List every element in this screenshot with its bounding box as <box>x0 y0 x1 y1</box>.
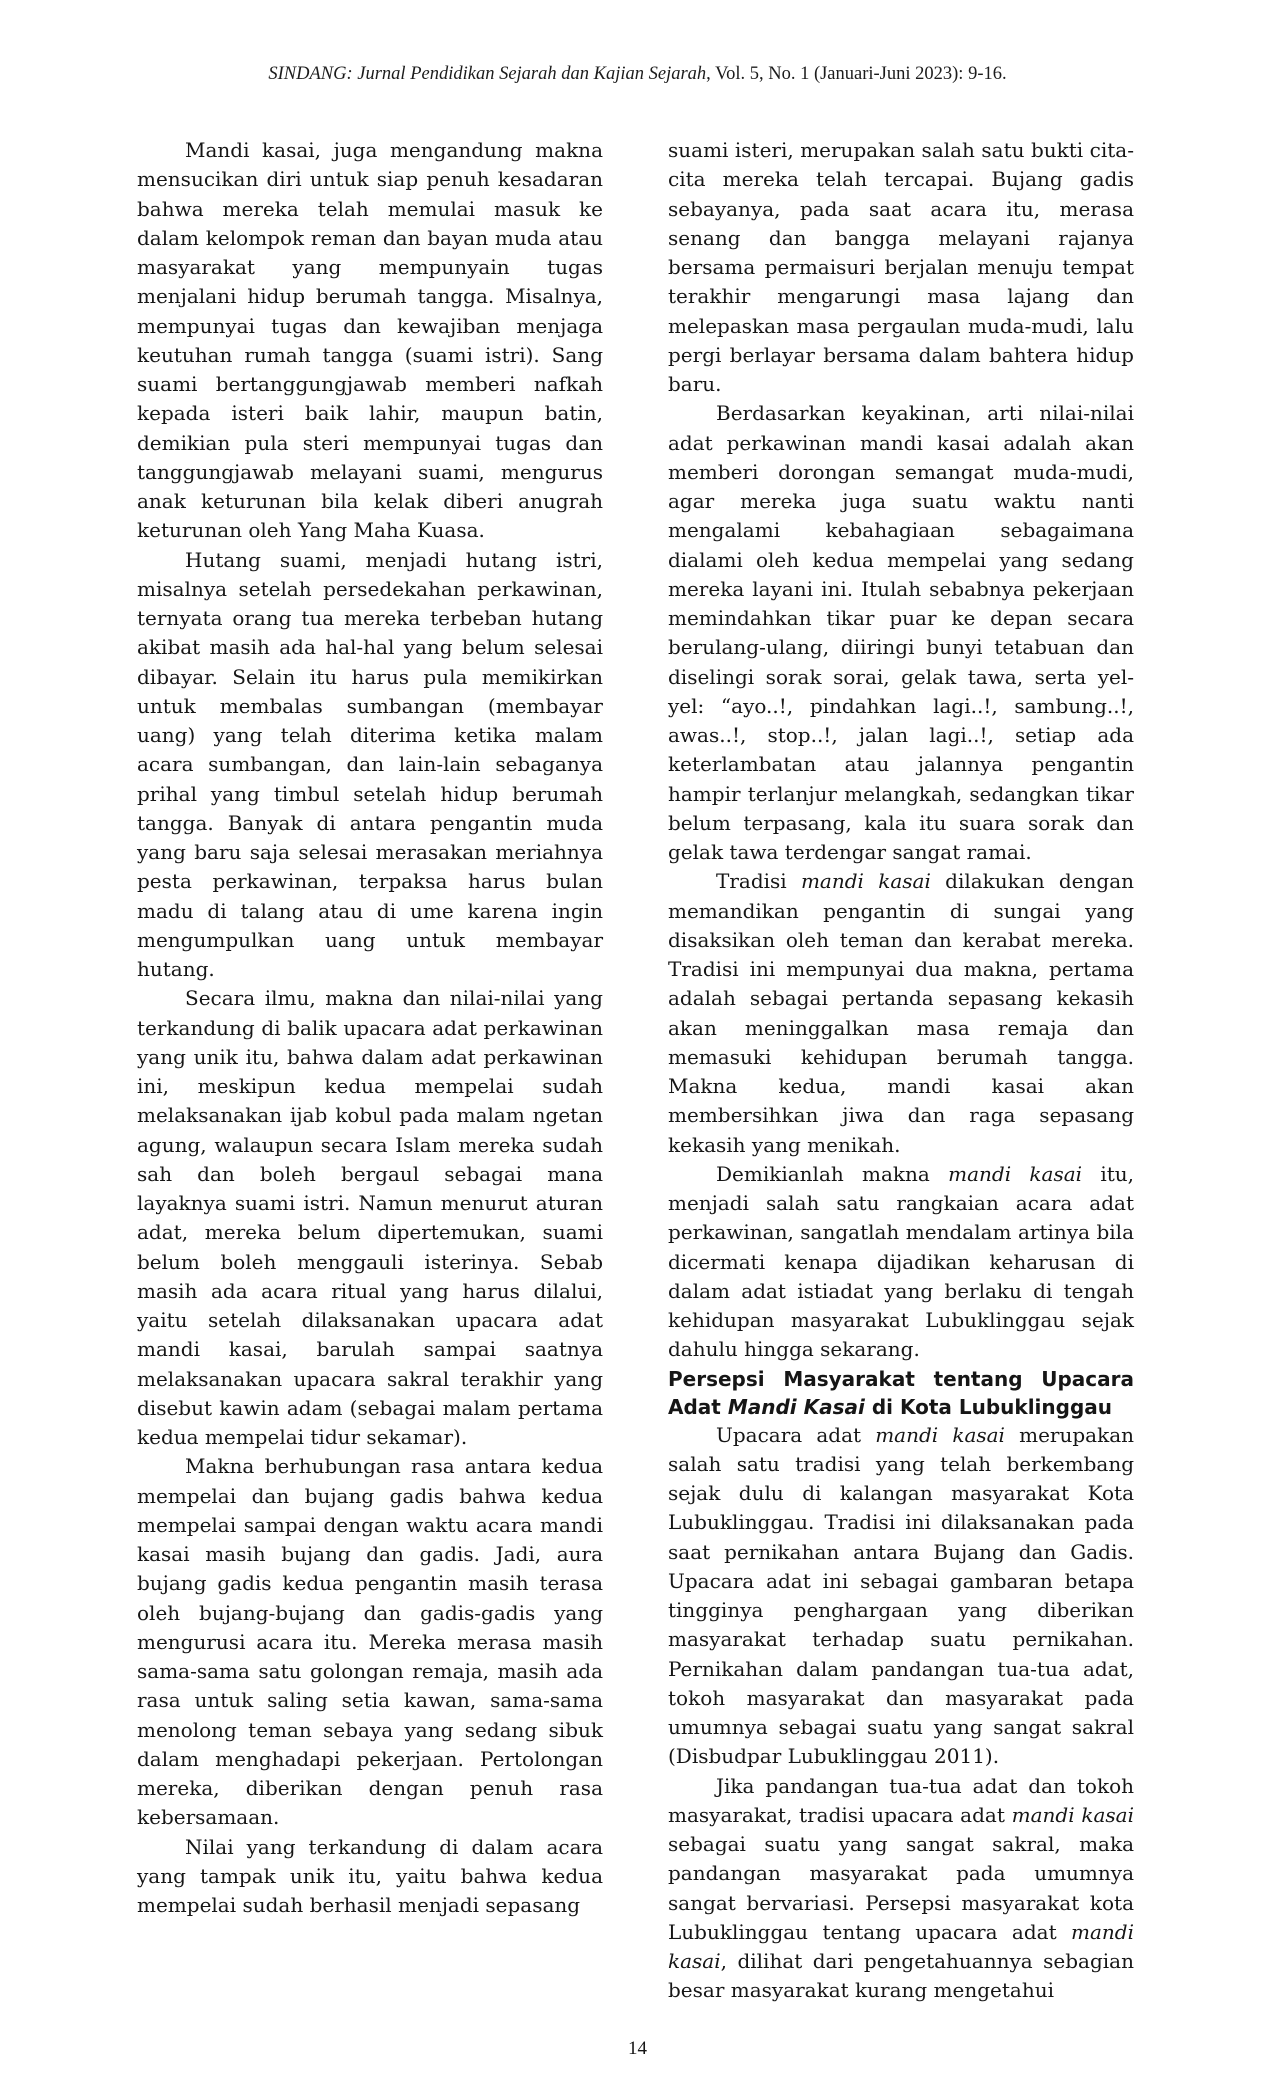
paragraph-right-6 <box>668 1772 1134 2006</box>
heading-run: Persepsi Masyarakat tentang Upacara Adat <box>668 1366 1134 1419</box>
paragraph-right-2: Berdasarkan keyakinan, arti nilai-nilai adat perkawinan mandi kasai adalah akan memberi dorongan semangat muda-mudi, agar mereka juga suatu waktu nanti mengalami kebahagiaan sebagaimana dialami oleh kedua mempelai yang sedang mereka layani ini. Itulah sebabnya pekerjaan memindahkan tikar puar ke depan secara berulang-ulang, diiringi bunyi tetabuan dan diselingi sorak sorai, gelak tawa, serta yel-yel: “ayo..!, pindahkan lagi..!, sambung..!, awas..!, stop..!, jalan lagi..!, setiap ada keterlambatan atau jalannya pengantin hampir terlanjur melangkah, sedangkan tikar belum terpasang, kala itu suara sorak dan gelak tawa terdengar sangat ramai. <box>668 401 1134 864</box>
paragraph-right-4 <box>668 1160 1134 1365</box>
heading-italic-term: Mandi Kasai <box>727 1394 865 1419</box>
issue-info: , Vol. 5, No. 1 (Januari-Juni 2023): 9-16. <box>706 64 1007 84</box>
right-column <box>668 136 1134 2006</box>
heading-run: di Kota Lubuklinggau <box>864 1394 1113 1419</box>
paragraph-left-2: Hutang suami, menjadi hutang istri, misalnya setelah persedekahan perkawinan, ternyata orang tua mereka terbeban hutang akibat masih ada hal-hal yang belum selesai dibayar. Selain itu harus pula memikirkan untuk membalas sumbangan (membayar uang) yang telah diterima ketika malam acara sumbangan, dan lain-lain sebaganya prihal yang timbul setelah hidup berumah tangga. Banyak di antara pengantin muda yang baru saja selesai merasakan meriahnya pesta perkawinan, terpaksa harus bulan madu di talang atau di ume karena ingin mengumpulkan uang untuk membayar hutang. <box>137 547 603 981</box>
section-heading <box>668 1365 1134 1421</box>
text-run: sebagai suatu yang sangat sakral, maka pandangan masyarakat pada umumnya sangat bervariasi. Persepsi masyarakat kota Lubuklinggau tentang upacara adat <box>668 1832 1134 1944</box>
text-run: Jika pandangan tua-tua adat dan tokoh masyarakat, tradisi upacara adat <box>668 1773 1134 1827</box>
running-header <box>0 64 1275 85</box>
paragraph-right-3 <box>668 867 1134 1160</box>
text-run: dilakukan dengan memandikan pengantin di sungai yang disaksikan oleh teman dan kerabat mereka. Tradisi ini mempunyai dua makna, pertama adalah sebagai pertanda sepasang kekasih akan meninggalkan masa remaja dan memasuki kehidupan berumah tangga. Makna kedua, mandi kasai akan membersihkan jiwa dan raga sepasang kekasih yang menikah. <box>668 869 1134 1157</box>
italic-term: mandi kasai <box>800 869 931 894</box>
italic-term: mandi kasai <box>875 1422 1005 1447</box>
text-run: Demikianlah makna <box>716 1161 949 1186</box>
paragraph-left-3: Secara ilmu, makna dan nilai-nilai yang terkandung di balik upacara adat perkawinan yang unik itu, bahwa dalam adat perkawinan ini, meskipun kedua mempelai sudah melaksanakan ijab kobul pada malam ngetan agung, walaupun secara Islam mereka sudah sah dan boleh bergaul sebagai mana layaknya suami istri. Namun menurut aturan adat, mereka belum dipertemukan, suami belum boleh menggauli isterinya. Sebab masih ada acara ritual yang harus dilalui, yaitu setelah dilaksanakan upacara adat mandi kasai, barulah sampai saatnya melaksanakan upacara sakral terakhir yang disebut kawin adam (sebagai malam pertama kedua mempelai tidur sekamar). <box>137 986 603 1449</box>
journal-title: SINDANG: Jurnal Pendidikan Sejarah dan Kajian Sejarah <box>268 64 707 84</box>
text-run: itu, menjadi salah satu rangkaian acara adat perkawinan, sangatlah mendalam artinya bila dicermati kenapa dijadikan keharusan di dalam adat istiadat yang berlaku di tengah kehidupan masyarakat Lubuklinggau sejak dahulu hingga sekarang. <box>668 1161 1135 1362</box>
text-run: , dilihat dari pengetahuannya sebagian besar masyarakat kurang mengetahui <box>668 1949 1134 2003</box>
paragraph-left-5: Nilai yang terkandung di dalam acara yang tampak unik itu, yaitu bahwa kedua mempelai sudah berhasil menjadi sepasang <box>137 1834 603 1917</box>
italic-term: mandi kasai <box>1011 1802 1134 1827</box>
text-run: Tradisi <box>716 869 801 894</box>
italic-term: mandi kasai <box>948 1161 1083 1186</box>
paragraph-right-5 <box>668 1421 1134 1772</box>
text-run: merupakan salah satu tradisi yang telah berkembang sejak dulu di kalangan masyarakat Kota Lubuklinggau. Tradisi ini dilaksanakan pada saat pernikahan antara Bujang dan Gadis. Upacara adat ini sebagai gambaran betapa tingginya penghargaan yang diberikan masyarakat terhadap suatu pernikahan. Pernikahan dalam pandangan tua-tua adat, tokoh masyarakat dan masyarakat pada umumnya sebagai suatu yang sangat sakral (Disbudpar Lubuklinggau 2011). <box>668 1422 1135 1769</box>
page-number: 14 <box>628 2038 647 2059</box>
paragraph-left-4: Makna berhubungan rasa antara kedua mempelai dan bujang gadis bahwa kedua mempelai sampai dengan waktu acara mandi kasai masih bujang dan gadis. Jadi, aura bujang gadis kedua pengantin masih terasa oleh bujang-bujang dan gadis-gadis yang mengurusi acara itu. Mereka merasa masih sama-sama satu golongan remaja, masih ada rasa untuk saling setia kawan, sama-sama menolong teman sebaya yang sedang sibuk dalam menghadapi pekerjaan. Pertolongan mereka, diberikan dengan penuh rasa kebersamaan. <box>137 1454 603 1830</box>
paragraph-right-1-continued: suami isteri, merupakan salah satu bukti cita-cita mereka telah tercapai. Bujang gadis sebayanya, pada saat acara itu, merasa senang dan bangga melayani rajanya bersama permaisuri berjalan menuju tempat terakhir mengarungi masa lajang dan melepaskan masa pergaulan muda-mudi, lalu pergi berlayar bersama dalam bahtera hidup baru. <box>668 138 1134 396</box>
paragraph-left-1: Mandi kasai, juga mengandung makna mensucikan diri untuk siap penuh kesadaran bahwa mereka telah memulai masuk ke dalam kelompok reman dan bayan muda atau masyarakat yang mempunyain tugas menjalani hidup berumah tangga. Misalnya, mempunyai tugas dan kewajiban menjaga keutuhan rumah tangga (suami istri). Sang suami bertanggungjawab memberi nafkah kepada isteri baik lahir, maupun batin, demikian pula steri mempunyai tugas dan tanggungjawab melayani suami, mengurus anak keturunan bila kelak diberi anugrah keturunan oleh Yang Maha Kuasa. <box>137 138 603 543</box>
text-run: Upacara adat <box>716 1422 876 1447</box>
italic-term: mandi kasai <box>668 1919 1134 1973</box>
left-column <box>137 136 603 1920</box>
